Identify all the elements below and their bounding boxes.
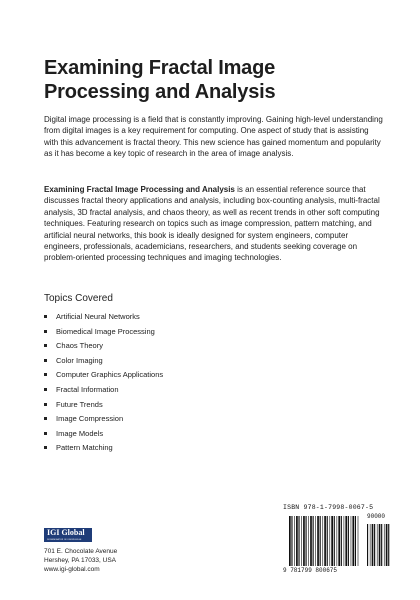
barcode-bar [358, 516, 359, 566]
topic-item [44, 383, 163, 398]
address-line-2: Hershey, PA 17033, USA [44, 557, 117, 565]
topic-item [44, 398, 163, 413]
bullet-icon [44, 403, 47, 406]
barcode-addon-bar [379, 524, 381, 566]
barcode-bar [296, 516, 298, 566]
barcode-addon-bar [377, 524, 378, 566]
barcode-bar [313, 516, 314, 566]
barcode-addon-bars [367, 524, 389, 566]
barcode-addon-bar [374, 524, 375, 566]
bullet-icon [44, 330, 47, 333]
barcode-bar [317, 516, 319, 566]
publisher-website: www.igi-global.com [44, 566, 100, 574]
bullet-icon [44, 417, 47, 420]
topic-item [44, 427, 163, 442]
topic-label: Artificial Neural Networks [56, 312, 140, 321]
barcode-bar [310, 516, 312, 566]
barcode-bar [338, 516, 340, 566]
barcode-main-bars [289, 516, 358, 566]
barcode-bar [320, 516, 321, 566]
barcode-addon-bar [381, 524, 382, 566]
topic-item [44, 368, 163, 383]
barcode-bar [294, 516, 295, 566]
barcode-bar [334, 516, 335, 566]
address-line-1: 701 E. Chocolate Avenue [44, 548, 118, 555]
barcode-bar [341, 516, 342, 566]
publisher-logo-text: IGI Global [47, 528, 85, 537]
topic-label: Fractal Information [56, 384, 119, 394]
publisher-tagline: DISSEMINATOR OF KNOWLEDGE [47, 539, 82, 541]
description-book-title: Examining Fractal Image Processing and Analysis [44, 185, 235, 194]
barcode-bar [348, 516, 349, 566]
barcode-bar [331, 516, 333, 566]
topic-label: Image Models [56, 428, 104, 438]
book-title-line-2: Processing and Analysis [44, 81, 276, 103]
book-title-line-1: Examining Fractal Image [44, 57, 276, 79]
topic-item [44, 325, 163, 340]
barcode-bar [355, 516, 356, 566]
barcode-bar [303, 516, 305, 566]
barcode-bar [324, 516, 326, 566]
barcode-bar [351, 516, 352, 566]
barcode-bar [327, 516, 328, 566]
barcode-image [283, 514, 393, 568]
bullet-icon [44, 344, 47, 347]
barcode-bar [301, 516, 302, 566]
barcode-number: 9 781799 800675 [283, 567, 338, 574]
barcode-bar [298, 516, 299, 566]
barcode-bar [344, 516, 345, 566]
bullet-icon [44, 373, 47, 376]
barcode-addon-bar [367, 524, 368, 566]
bullet-icon [44, 446, 47, 449]
topic-item [44, 441, 163, 456]
barcode-addon-bar [370, 524, 371, 566]
barcode-bar [330, 516, 331, 566]
description-paragraph-2-text: is an essential reference source that discusses fractal theory applications and analysis, including box-counting analysis, multi-fractal analysis, 3D fractal analysis, and chaos theory, as well as recent trends in other soft computing techniques. Featuring research on topics such as image compression, pattern matching, and artificial neural networks, this book is ideally designed for system engineers, computer engineers, professionals, academicians, researchers, and students seeking coverage on problem-oriented processing techniques and imaging technologies. [44, 185, 380, 263]
barcode-bar [352, 516, 354, 566]
barcode-bar [322, 516, 323, 566]
topics-heading: Topics Covered [44, 293, 113, 304]
publisher-address [44, 547, 117, 575]
barcode-addon-bar [372, 524, 374, 566]
barcode-addon-bar [384, 524, 385, 566]
barcode-addon-number: 90000 [367, 513, 386, 520]
topic-label: Color Imaging [56, 355, 103, 365]
bullet-icon [44, 359, 47, 362]
barcode-block [283, 504, 393, 574]
topic-item [44, 310, 163, 325]
topic-label: Future Trends [56, 399, 103, 409]
topics-list [44, 310, 163, 456]
topic-item [44, 354, 163, 369]
publisher-logo [44, 528, 92, 542]
topic-label: Image Compression [56, 414, 124, 424]
bullet-icon [44, 432, 47, 435]
book-title [44, 56, 374, 104]
barcode-addon-bar [388, 524, 389, 566]
barcode-bar [289, 516, 291, 566]
barcode-bar [315, 516, 316, 566]
bullet-icon [44, 315, 47, 318]
topic-label: Computer Graphics Applications [56, 370, 164, 380]
bullet-icon [44, 388, 47, 391]
barcode-addon-bar [386, 524, 388, 566]
barcode-bar [291, 516, 292, 566]
isbn-text: ISBN 978-1-7998-0067-5 [283, 504, 374, 511]
topic-label: Pattern Matching [56, 443, 113, 453]
barcode-bar [345, 516, 347, 566]
barcode-bar [337, 516, 338, 566]
description-paragraph-1: Digital image processing is a field that is constantly improving. Gaining high-level understanding from digital images is a key requirement for computing. One aspect of study that is assisting with this advancement is fractal theory. This new science has gained momentum and popularity as it has become a key topic of research in the area of image analysis. [44, 115, 383, 159]
topic-item [44, 339, 163, 354]
topic-label: Biomedical Image Processing [56, 326, 155, 336]
barcode-bar [308, 516, 309, 566]
topic-label: Chaos Theory [56, 341, 103, 351]
topic-item [44, 412, 163, 427]
barcode-bar [306, 516, 307, 566]
description-paragraph-2 [44, 184, 384, 264]
